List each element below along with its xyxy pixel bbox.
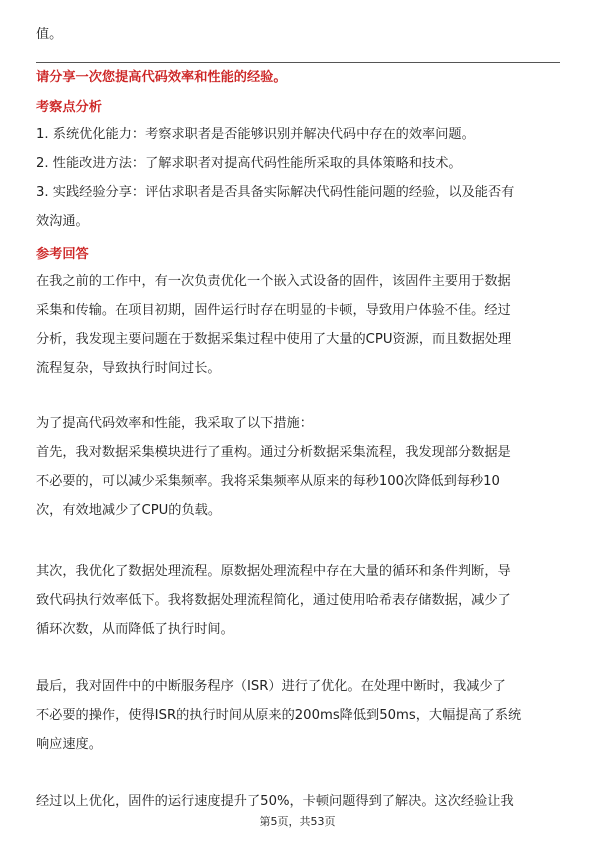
analysis-point: 1. 系统优化能力：考察求职者是否能够识别并解决代码中存在的效率问题。 (36, 127, 475, 142)
analysis-point: 3. 实践经验分享：评估求职者是否具备实际解决代码性能问题的经验，以及能否有 (36, 185, 515, 200)
answer-paragraph-1-line: 在我之前的工作中，有一次负责优化一个嵌入式设备的固件，该固件主要用于数据 (36, 274, 511, 289)
answer-paragraph-4-line: 响应速度。 (36, 737, 102, 752)
answer-paragraph-3-line: 致代码执行效率低下。我将数据处理流程简化，通过使用哈希表存储数据，减少了 (36, 593, 511, 608)
carry-over-line: 值。 (36, 27, 63, 42)
answer-heading: 参考回答 (36, 247, 89, 262)
answer-paragraph-1-line: 采集和传输。在项目初期，固件运行时存在明显的卡顿，导致用户体验不佳。经过 (36, 303, 511, 318)
answer-paragraph-3-line: 循环次数，从而降低了执行时间。 (36, 622, 234, 637)
section-divider (36, 62, 560, 63)
analysis-heading: 考察点分析 (36, 100, 102, 115)
analysis-point-continued: 效沟通。 (36, 214, 89, 229)
answer-paragraph-2-line: 不必要的，可以减少采集频率。我将采集频率从原来的每秒100次降低到每秒10 (36, 474, 500, 489)
analysis-point: 2. 性能改进方法：了解求职者对提高代码性能所采取的具体策略和技术。 (36, 156, 462, 171)
answer-paragraph-1-line: 流程复杂，导致执行时间过长。 (36, 361, 221, 376)
question-title: 请分享一次您提高代码效率和性能的经验。 (36, 70, 287, 85)
page-number: 第5页，共53页 (259, 815, 336, 828)
answer-paragraph-3-line: 其次，我优化了数据处理流程。原数据处理流程中存在大量的循环和条件判断，导 (36, 564, 511, 579)
answer-paragraph-4-line: 最后，我对固件中的中断服务程序（ISR）进行了优化。在处理中断时，我减少了 (36, 679, 506, 694)
answer-paragraph-2-line: 首先，我对数据采集模块进行了重构。通过分析数据采集流程，我发现部分数据是 (36, 445, 511, 460)
answer-paragraph-4-line: 不必要的操作，使得ISR的执行时间从原来的200ms降低到50ms，大幅提高了系统 (36, 708, 522, 723)
answer-paragraph-5-line: 经过以上优化，固件的运行速度提升了50%，卡顿问题得到了解决。这次经验让我 (36, 794, 514, 809)
answer-paragraph-2-line: 为了提高代码效率和性能，我采取了以下措施： (36, 416, 313, 431)
answer-paragraph-1-line: 分析，我发现主要问题在于数据采集过程中使用了大量的CPU资源，而且数据处理 (36, 332, 512, 347)
answer-paragraph-2-line: 次，有效地减少了CPU的负载。 (36, 503, 222, 518)
